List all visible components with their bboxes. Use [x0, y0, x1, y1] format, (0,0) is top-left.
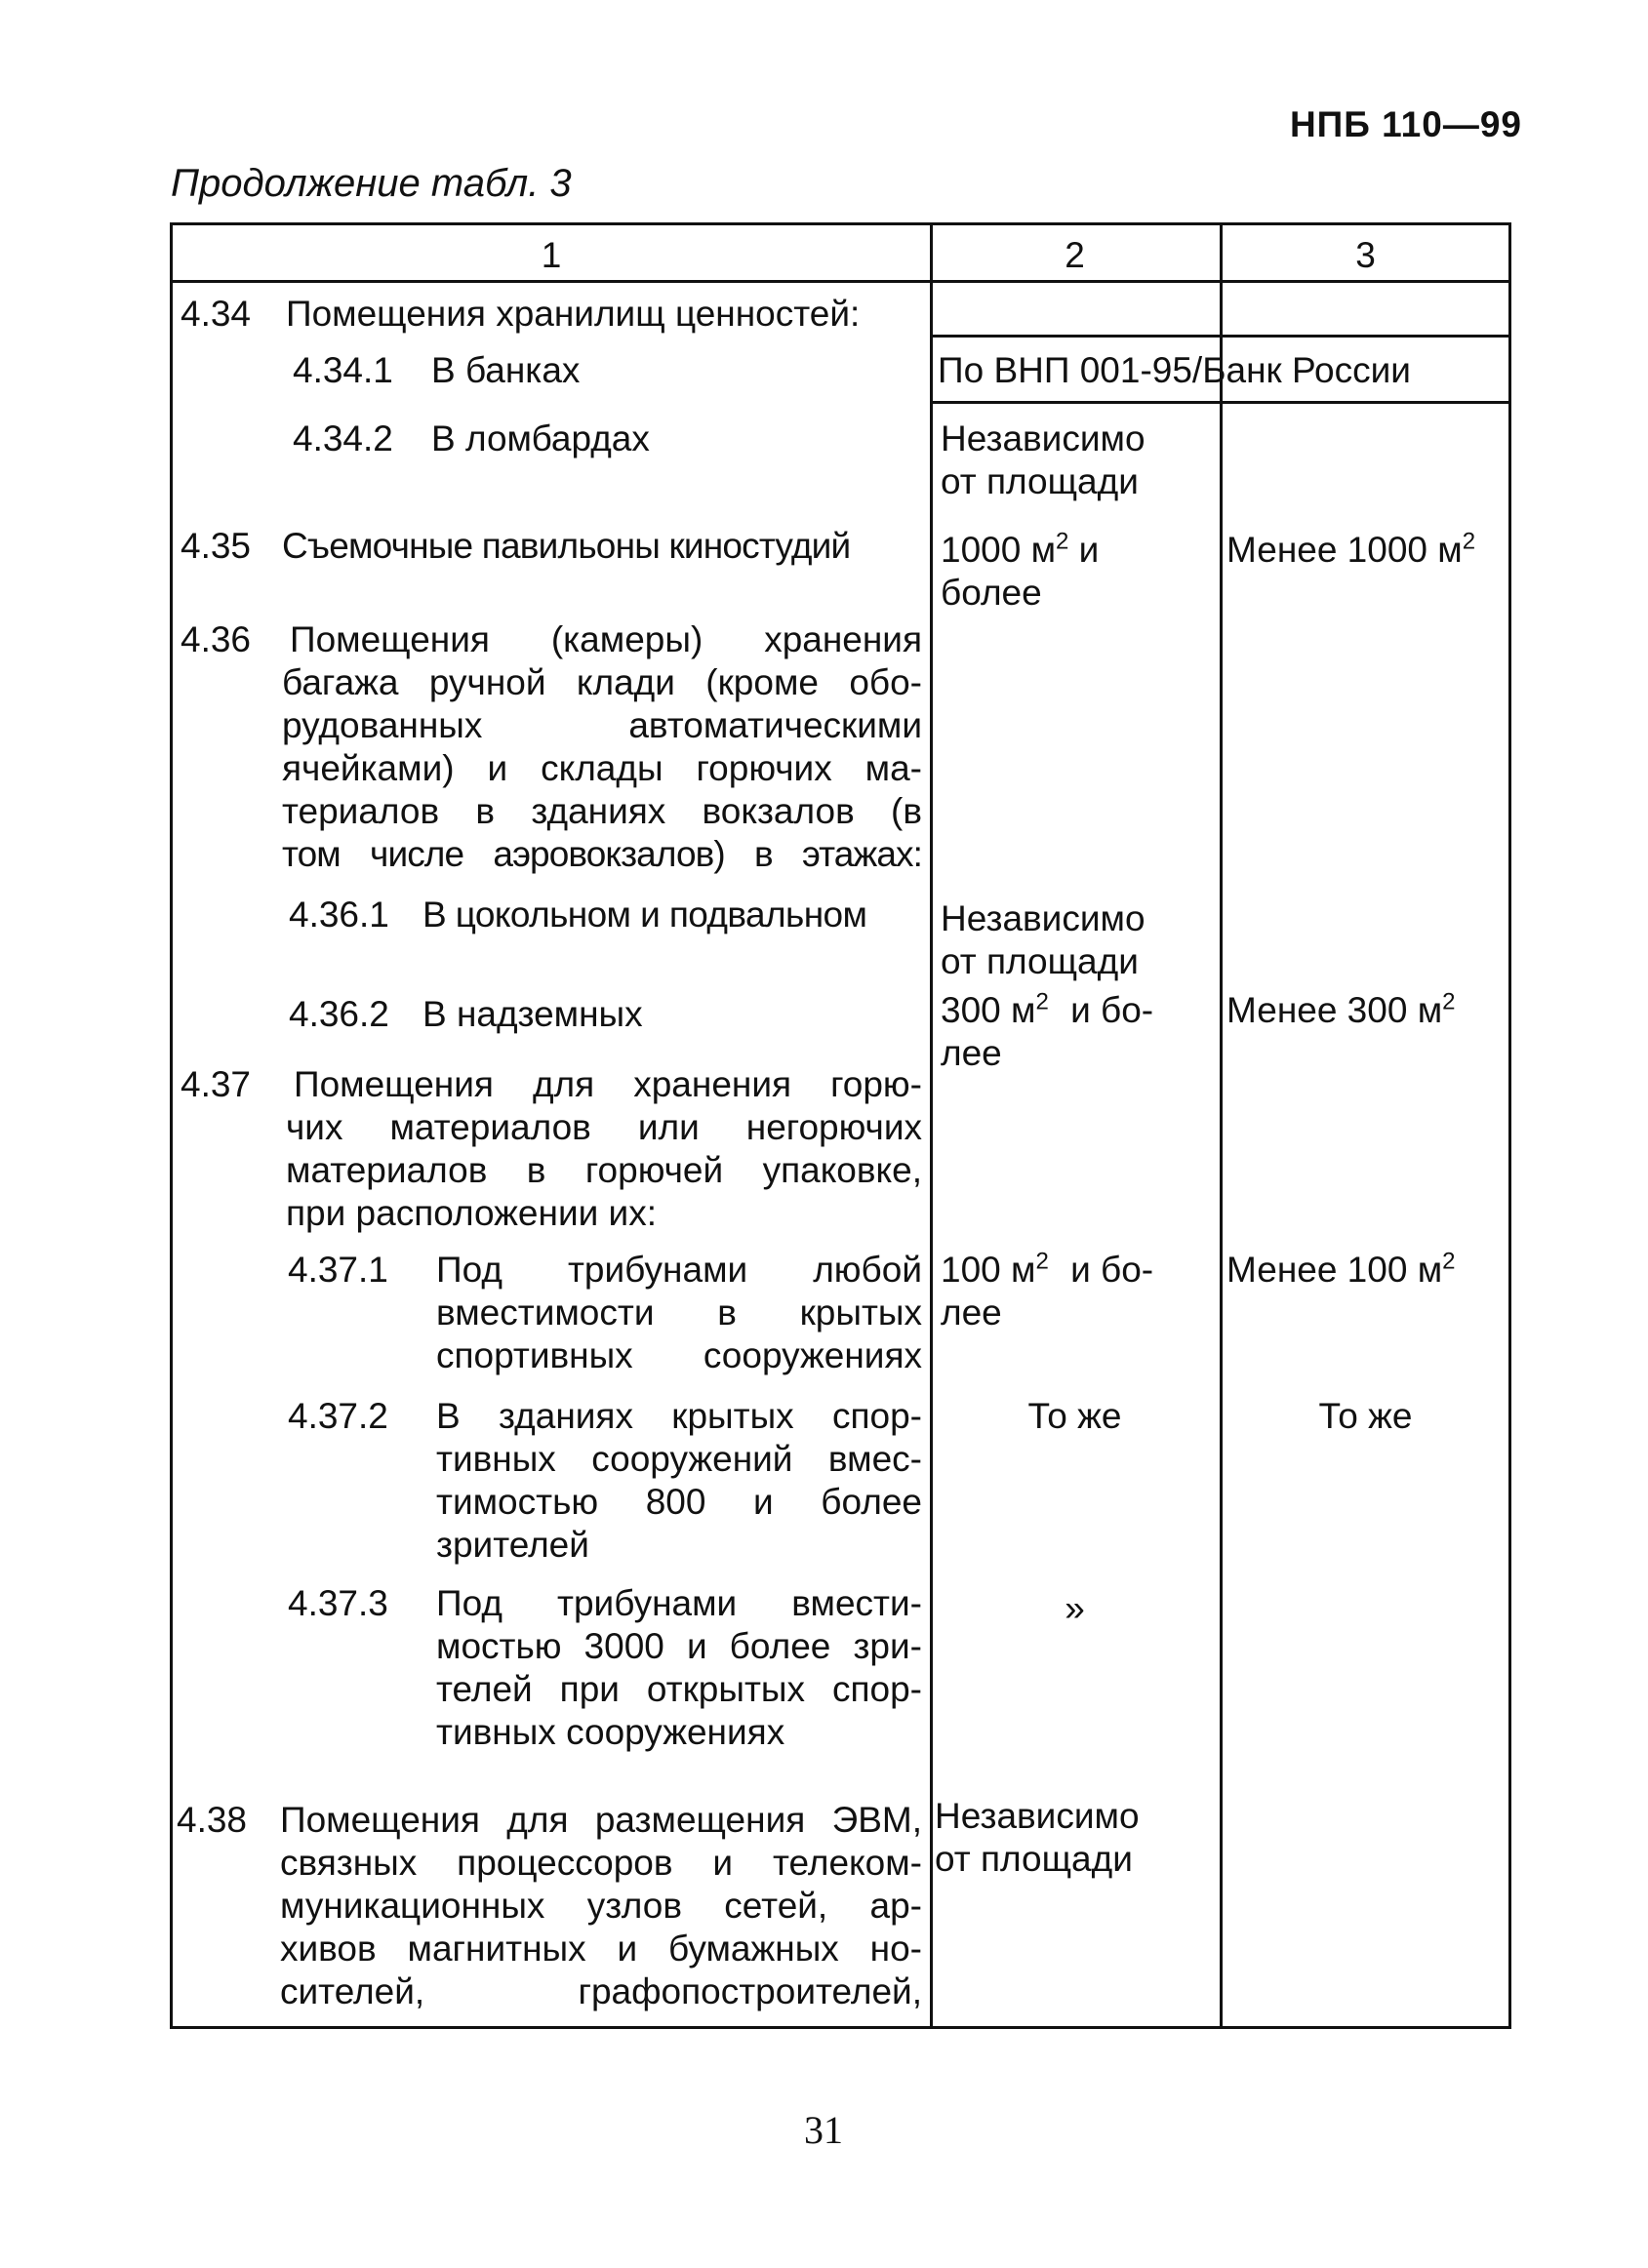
- cell-col2: »: [1065, 1588, 1085, 1628]
- row-text-line: том числе аэровокзалов) в этажах:: [282, 834, 922, 874]
- row-text-line: Помещения для хранения горю-: [294, 1064, 922, 1104]
- cell-col3: Менее 100 $м^2$: [1226, 1248, 1456, 1290]
- row-text-line: Под трибунами любой: [436, 1250, 922, 1290]
- row-divider-434: [930, 335, 1511, 338]
- row-number: 4.37.2: [288, 1396, 388, 1436]
- row-text-line: тивных сооружений вмес-: [436, 1439, 922, 1479]
- cell-col3: Менее 1000 $м^2$: [1226, 528, 1476, 570]
- row-text-line: хивов магнитных и бумажных но-: [280, 1929, 922, 1969]
- row-number: 4.36: [181, 619, 252, 659]
- column-header-3: 3: [1355, 235, 1376, 275]
- cell-col2: Независимо: [941, 418, 1146, 458]
- row-text-line: рудованных автоматическими: [282, 705, 922, 745]
- row-text-line: вместимости в крытых: [436, 1293, 922, 1333]
- row-number: 4.38: [177, 1800, 248, 1840]
- row-text-line: багажа ручной клади (кроме обо-: [282, 662, 922, 702]
- row-text-line: телей при открытых спор-: [436, 1669, 922, 1709]
- row-text-line: при расположении их:: [286, 1193, 658, 1233]
- row-text: В надземных: [422, 994, 643, 1034]
- row-number: 4.37.1: [288, 1250, 388, 1290]
- row-number: 4.34.2: [293, 418, 393, 458]
- row-text-line: тивных сооружениях: [436, 1712, 785, 1752]
- row-text: В цокольном и подвальном: [422, 895, 867, 935]
- document-code: НПБ 110—99: [1289, 104, 1522, 144]
- row-text-line: Помещения (камеры) хранения: [290, 619, 922, 659]
- row-text: В ломбардах: [431, 418, 650, 458]
- cell-col2: 300 $м^2$ и бо-: [941, 988, 1154, 1030]
- row-number: 4.34.1: [293, 350, 393, 390]
- cell-col2: Независимо: [935, 1796, 1140, 1836]
- page-number: 31: [804, 2108, 843, 2152]
- row-number: 4.35: [181, 526, 252, 566]
- row-text-line: чих материалов или негорючих: [286, 1107, 922, 1147]
- row-text-line: тимостью 800 и более: [436, 1482, 922, 1522]
- column-divider-1: [930, 225, 933, 2026]
- row-text-line: териалов в зданиях вокзалов (в: [282, 791, 922, 831]
- row-text-line: мостью 3000 и более зри-: [436, 1626, 922, 1666]
- row-divider-434-1: [930, 401, 1511, 404]
- row-text-line: сителей, графопостроителей,: [280, 1971, 922, 2011]
- cell-col2: 1000 $м^2$ и: [941, 528, 1100, 570]
- row-number: 4.34: [181, 294, 252, 334]
- cell-col2: более: [941, 573, 1042, 613]
- cell-col2: Независимо: [941, 898, 1146, 938]
- row-text-line: материалов в горючей упаковке,: [286, 1150, 922, 1190]
- cell-col2: от площади: [941, 461, 1139, 501]
- header-row-divider: [173, 280, 1508, 283]
- cell-col2: лее: [941, 1033, 1002, 1073]
- table-caption: Продолжение табл. 3: [171, 162, 572, 205]
- row-text-line: связных процессоров и телеком-: [280, 1843, 922, 1883]
- cell-col2: То же: [1027, 1396, 1122, 1436]
- row-number: 4.37.3: [288, 1583, 388, 1623]
- row-text: Съемочные павильоны киностудий: [282, 526, 851, 566]
- cell-col2: лее: [941, 1293, 1002, 1333]
- cell-col2: 100 $м^2$ и бо-: [941, 1248, 1154, 1290]
- row-text-line: спортивных сооружениях: [436, 1335, 922, 1375]
- column-divider-2: [1220, 225, 1223, 2026]
- row-text-line: Под трибунами вмести-: [436, 1583, 922, 1623]
- row-number: 4.36.2: [289, 994, 389, 1034]
- cell-col2: По ВНП 001-95/Банк России: [938, 350, 1411, 390]
- cell-col2: от площади: [935, 1839, 1133, 1879]
- row-text: Помещения хранилищ ценностей:: [286, 294, 861, 334]
- row-number: 4.37: [181, 1064, 252, 1104]
- cell-col3: То же: [1318, 1396, 1413, 1436]
- row-text-line: зрителей: [436, 1525, 589, 1565]
- column-header-1: 1: [541, 235, 562, 275]
- row-text-line: муникационных узлов сетей, ар-: [280, 1886, 922, 1926]
- row-text-line: В зданиях крытых спор-: [436, 1396, 922, 1436]
- row-text-line: ячейками) и склады горючих ма-: [282, 748, 922, 788]
- column-header-2: 2: [1065, 235, 1085, 275]
- row-text: В банках: [431, 350, 581, 390]
- row-number: 4.36.1: [289, 895, 389, 935]
- table: [170, 222, 1511, 2029]
- row-text-line: Помещения для размещения ЭВМ,: [280, 1800, 922, 1840]
- cell-col3: Менее 300 $м^2$: [1226, 988, 1456, 1030]
- cell-col2: от площади: [941, 941, 1139, 981]
